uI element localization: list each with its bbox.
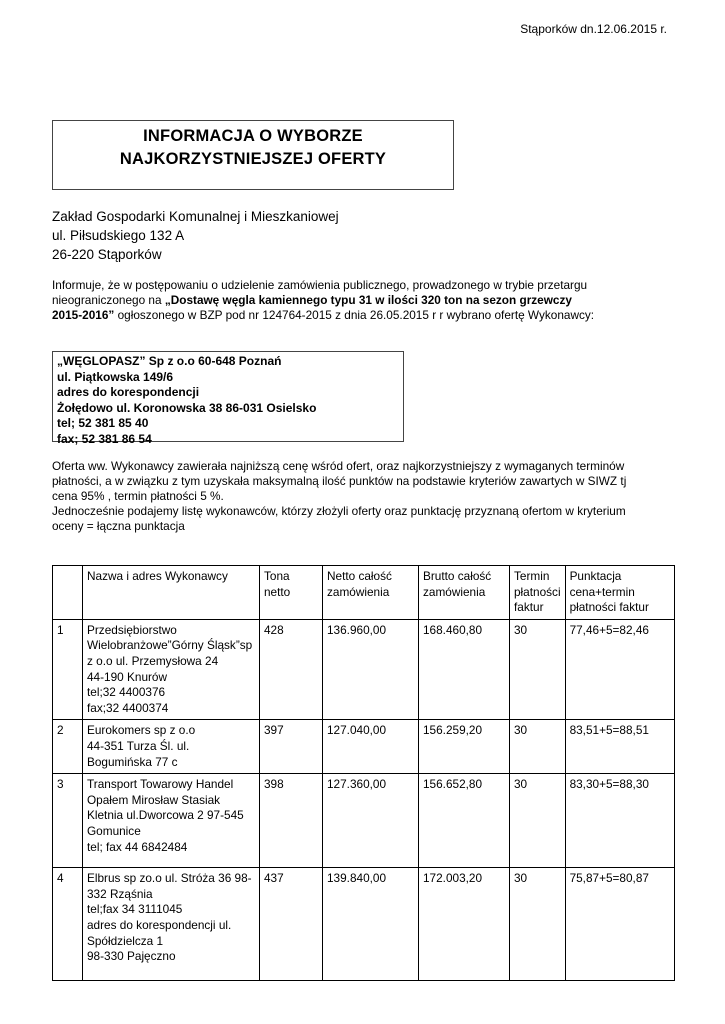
payment-term-value: 30 bbox=[510, 619, 566, 720]
table-row bbox=[53, 619, 675, 720]
tonnage-value: 398 bbox=[260, 774, 323, 868]
column-header-text: netto bbox=[264, 584, 291, 599]
net-total-value: 139.840,00 bbox=[323, 868, 419, 981]
column-header bbox=[260, 566, 323, 620]
payment-term-value: 30 bbox=[510, 720, 566, 774]
contractor-address-line: Bogumińska 77 c bbox=[87, 754, 178, 769]
column-header bbox=[419, 566, 510, 620]
contractor-address-line: 44-351 Turza Śl. ul. bbox=[87, 738, 190, 753]
contractor-address-line: fax;32 4400374 bbox=[87, 700, 169, 715]
contractor-address-line: 98-330 Pajęczno bbox=[87, 949, 176, 964]
table-row bbox=[53, 868, 675, 981]
score-value: 75,87+5=80,87 bbox=[565, 868, 674, 981]
tonnage-value: 437 bbox=[260, 868, 323, 981]
contractor-address-line: Przedsiębiorstwo bbox=[87, 622, 177, 637]
contractor-name-address bbox=[83, 619, 260, 720]
column-header-text: Termin bbox=[514, 569, 550, 583]
column-header-text: Tona bbox=[264, 569, 290, 583]
table-row bbox=[53, 774, 675, 868]
contractor-address-line: 332 Rząśnia bbox=[87, 886, 153, 901]
column-header bbox=[510, 566, 566, 620]
column-header bbox=[323, 566, 419, 620]
document-date: Stąporków dn.12.06.2015 r. bbox=[520, 22, 667, 36]
justification-line: Oferta ww. Wykonawcy zawierała najniższą cenę wśród ofert, oraz najkorzystniejszy z wymaganych terminów bbox=[52, 459, 625, 473]
document-title-line-2: NAJKORZYSTNIEJSZEJ OFERTY bbox=[119, 150, 387, 168]
gross-total-value: 172.003,20 bbox=[419, 868, 510, 981]
column-header bbox=[53, 566, 83, 620]
table-row bbox=[53, 720, 675, 774]
payment-term-value: 30 bbox=[510, 774, 566, 868]
contractor-address-line: Opałem Mirosław Stasiak bbox=[87, 792, 221, 807]
score-value: 83,51+5=88,51 bbox=[565, 720, 674, 774]
justification-paragraph bbox=[52, 459, 672, 534]
contractor-phone: tel; 52 381 85 40 bbox=[57, 416, 149, 430]
contractor-address-line: 44-190 Knurów bbox=[87, 669, 168, 684]
contractor-address-line: Kletnia ul.Dworcowa 2 97-545 bbox=[87, 808, 244, 823]
contractor-address-line: Spółdzielcza 1 bbox=[87, 933, 164, 948]
payment-term-value: 30 bbox=[510, 868, 566, 981]
intro-line-2 bbox=[52, 293, 672, 308]
row-number: 4 bbox=[53, 868, 83, 981]
document-title-box bbox=[52, 120, 454, 190]
justification-line: Jednocześnie podajemy listę wykonawców, którzy złożyli oferty oraz punktację przyznaną ofertom w kryterium bbox=[52, 504, 626, 518]
contractor-address-line: Eurokomers sp z o.o bbox=[87, 723, 196, 738]
contractor-street: ul. Piątkowska 149/6 bbox=[57, 369, 174, 384]
contractor-address-line: Gomunice bbox=[87, 823, 141, 838]
justification-line: oceny = łączna punktacja bbox=[52, 519, 185, 533]
gross-total-value: 156.259,20 bbox=[419, 720, 510, 774]
contractor-address-line: tel;32 4400376 bbox=[87, 685, 166, 700]
column-header bbox=[83, 566, 260, 620]
organization-city: 26-220 Stąporków bbox=[52, 247, 162, 262]
contractor-address-line: Elbrus sp zo.o ul. Stróża 36 98- bbox=[87, 871, 252, 886]
tender-season: 2015-2016” bbox=[52, 308, 115, 322]
organization-name: Zakład Gospodarki Komunalnej i Mieszkaniowej bbox=[52, 209, 339, 224]
contractor-address-line: z o.o ul. Przemysłowa 24 bbox=[87, 653, 219, 668]
correspondence-label: adres do korespondencji bbox=[57, 385, 200, 399]
column-header-text: Brutto całość bbox=[423, 569, 492, 583]
contractor-name-address bbox=[83, 774, 260, 868]
net-total-value: 136.960,00 bbox=[323, 619, 419, 720]
table-header-row bbox=[53, 566, 675, 620]
tender-subject: „Dostawę węgla kamiennego typu 31 w ilości 320 ton na sezon grzewczy bbox=[164, 293, 572, 307]
intro-text: nieograniczonego na bbox=[52, 293, 165, 307]
contractor-address-line: tel;fax 34 3111045 bbox=[87, 902, 183, 917]
intro-text: ogłoszonego w BZP pod nr 124764-2015 z dnia 26.05.2015 r r wybrano ofertę Wykonawcy: bbox=[114, 308, 595, 322]
contractor-name: „WĘGLOPASZ” Sp z o.o 60-648 Poznań bbox=[57, 354, 282, 368]
column-header-text: zamówienia bbox=[423, 584, 486, 599]
contractor-address-line: adres do korespondencji ul. bbox=[87, 917, 232, 932]
tonnage-value: 428 bbox=[260, 619, 323, 720]
score-value: 83,30+5=88,30 bbox=[565, 774, 674, 868]
contractor-name-address bbox=[83, 868, 260, 981]
column-header-text: Nazwa i adres Wykonawcy bbox=[87, 569, 228, 583]
column-header-text: Punktacja bbox=[569, 569, 622, 583]
organization-address bbox=[52, 207, 339, 264]
contractor-address-line: Transport Towarowy Handel bbox=[87, 777, 234, 792]
row-number: 1 bbox=[53, 619, 83, 720]
column-header-text: Netto całość bbox=[327, 569, 392, 583]
column-header-text: płatności bbox=[514, 584, 561, 599]
column-header-text: cena+termin bbox=[569, 584, 635, 599]
column-header-text: faktur bbox=[514, 600, 544, 615]
correspondence-address: Żołędowo ul. Koronowska 38 86-031 Osielsko bbox=[57, 400, 317, 415]
column-header-text: płatności faktur bbox=[569, 600, 649, 615]
gross-total-value: 156.652,80 bbox=[419, 774, 510, 868]
contractor-address-line: tel; fax 44 6842484 bbox=[87, 839, 188, 854]
row-number: 2 bbox=[53, 720, 83, 774]
intro-line-3 bbox=[52, 308, 672, 323]
net-total-value: 127.360,00 bbox=[323, 774, 419, 868]
net-total-value: 127.040,00 bbox=[323, 720, 419, 774]
score-value: 77,46+5=82,46 bbox=[565, 619, 674, 720]
intro-paragraph bbox=[52, 278, 672, 323]
justification-line: cena 95% , termin płatności 5 %. bbox=[52, 489, 224, 503]
column-header-text: zamówienia bbox=[327, 584, 390, 599]
row-number: 3 bbox=[53, 774, 83, 868]
tonnage-value: 397 bbox=[260, 720, 323, 774]
organization-street: ul. Piłsudskiego 132 A bbox=[52, 228, 185, 243]
gross-total-value: 168.460,80 bbox=[419, 619, 510, 720]
selected-contractor-box bbox=[52, 351, 404, 446]
contractor-name-address bbox=[83, 720, 260, 774]
justification-line: płatności, a w związku z tym uzyskała maksymalną ilość punktów na podstawie kryteriów zawartych w SIWZ tj bbox=[52, 474, 627, 488]
intro-line-1: Informuje, że w postępowaniu o udzielenie zamówienia publicznego, prowadzonego w trybie przetargu bbox=[52, 278, 588, 292]
document-title-line-1: INFORMACJA O WYBORZE bbox=[143, 127, 363, 145]
offers-table bbox=[52, 565, 675, 981]
contractor-fax: fax; 52 381 86 54 bbox=[57, 431, 152, 446]
column-header bbox=[565, 566, 674, 620]
contractor-address-line: Wielobranżowe”Górny Śląsk”sp bbox=[87, 638, 253, 653]
